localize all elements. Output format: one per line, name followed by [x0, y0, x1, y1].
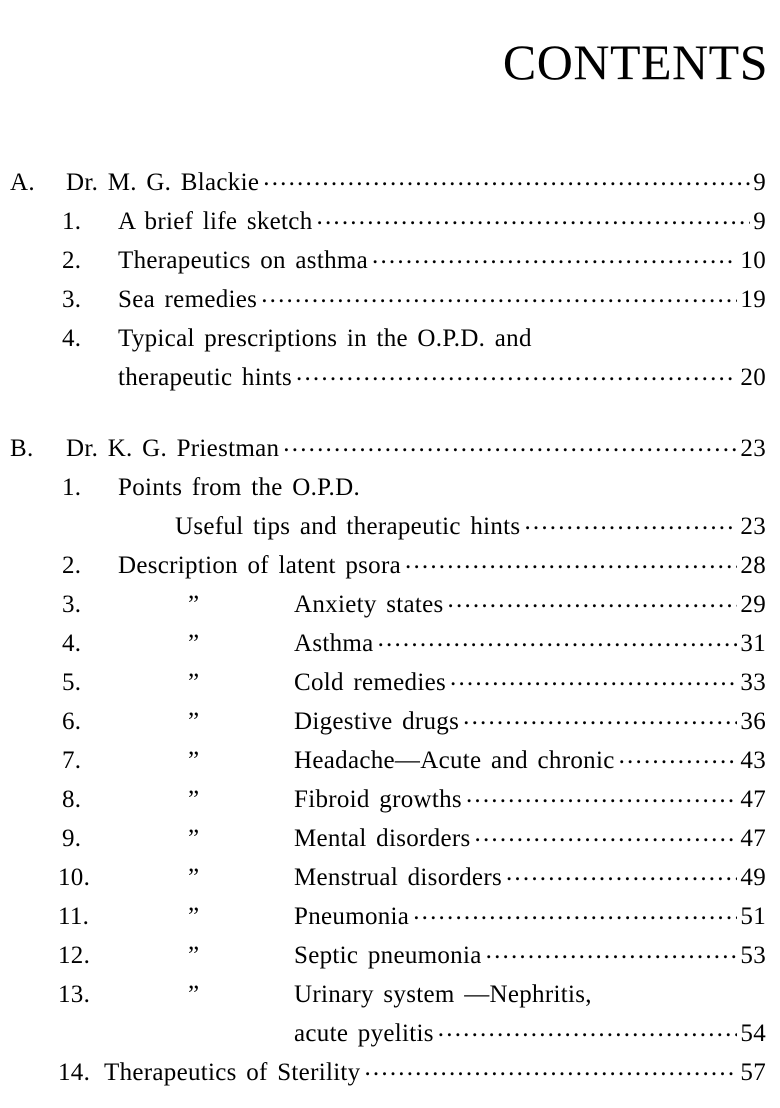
ditto-mark: ”	[188, 786, 200, 813]
toc-item[interactable]	[0, 624, 780, 663]
toc-section-heading-a[interactable]	[0, 163, 780, 202]
item-entry	[294, 936, 766, 975]
dot-leader	[364, 1055, 737, 1080]
toc-item[interactable]	[0, 819, 780, 858]
item-title: Asthma	[294, 630, 374, 657]
ditto-mark: ”	[188, 825, 200, 852]
dot-leader	[372, 243, 737, 268]
dot-leader	[296, 360, 737, 385]
ditto-mark: ”	[188, 903, 200, 930]
dot-leader	[450, 665, 737, 690]
item-number: 6.	[62, 708, 82, 735]
ditto-mark: ”	[188, 981, 200, 1008]
dot-leader	[405, 548, 737, 573]
item-entry	[294, 780, 766, 819]
item-continuation-text: therapeutic hints	[118, 364, 293, 391]
section-title-a: Dr. M. G. Blackie	[66, 169, 260, 196]
section-label-a: A.	[10, 169, 35, 196]
page-number: 31	[740, 630, 766, 657]
item-number: 4.	[62, 325, 82, 352]
dot-leader	[524, 509, 737, 534]
item-title: Urinary system —Nephritis,	[294, 981, 592, 1008]
item-number: 10.	[58, 864, 91, 891]
item-title: Sea remedies	[118, 286, 258, 313]
page-number: 23	[740, 513, 766, 540]
toc-section-heading-b[interactable]	[0, 429, 780, 468]
item-number: 7.	[62, 747, 82, 774]
item-entry	[294, 585, 766, 624]
dot-leader	[413, 899, 737, 924]
section-title-b: Dr. K. G. Priestman	[66, 435, 280, 462]
item-number: 14.	[58, 1059, 91, 1086]
dot-leader	[438, 1016, 738, 1041]
toc-list	[0, 163, 780, 1092]
item-entry	[294, 663, 766, 702]
item-title: Pneumonia	[294, 903, 410, 930]
page-number: 49	[740, 864, 766, 891]
dot-leader	[283, 431, 737, 456]
toc-item[interactable]	[0, 741, 780, 780]
item-title: Therapeutics on asthma	[118, 247, 369, 274]
toc-item[interactable]	[0, 241, 780, 280]
item-number: 1.	[62, 208, 82, 235]
dot-leader	[263, 165, 750, 190]
toc-item[interactable]	[0, 858, 780, 897]
ditto-mark: ”	[188, 669, 200, 696]
dot-leader	[448, 587, 738, 612]
page-number: 20	[740, 364, 766, 391]
item-title: Headache—Acute and chronic	[294, 747, 615, 774]
toc-item-subline[interactable]	[0, 507, 780, 546]
item-entry	[294, 975, 766, 1014]
item-continuation-text: acute pyelitis	[294, 1020, 434, 1047]
page-number: 47	[740, 786, 766, 813]
dot-leader	[466, 782, 737, 807]
item-number: 5.	[62, 669, 82, 696]
item-continuation-entry	[118, 358, 766, 397]
item-title: Menstrual disorders	[294, 864, 502, 891]
dot-leader	[486, 938, 738, 963]
page-number-a: 9	[753, 169, 766, 196]
page-number: 36	[740, 708, 766, 735]
toc-item[interactable]	[0, 202, 780, 241]
item-entry	[294, 858, 766, 897]
page-number: 19	[740, 286, 766, 313]
toc-item[interactable]	[0, 319, 780, 358]
ditto-mark: ”	[188, 747, 200, 774]
item-entry	[294, 897, 766, 936]
toc-item[interactable]	[0, 280, 780, 319]
dot-leader	[317, 204, 751, 229]
toc-item-continuation[interactable]	[0, 358, 780, 397]
item-continuation-entry	[294, 1014, 766, 1053]
item-entry	[294, 819, 766, 858]
item-subline-text: Useful tips and therapeutic hints	[175, 513, 521, 540]
dot-leader	[475, 821, 738, 846]
item-number: 3.	[62, 286, 82, 313]
section-label-b: B.	[10, 435, 34, 462]
page-number: 54	[740, 1020, 766, 1047]
item-entry	[118, 468, 766, 507]
item-number: 2.	[62, 247, 82, 274]
ditto-mark: ”	[188, 591, 200, 618]
section-entry-a	[66, 163, 766, 202]
toc-item-continuation[interactable]	[0, 1014, 780, 1053]
item-number: 3.	[62, 591, 82, 618]
ditto-mark: ”	[188, 630, 200, 657]
page-number: 9	[753, 208, 766, 235]
page-number: 47	[740, 825, 766, 852]
item-number: 4.	[62, 630, 82, 657]
toc-item[interactable]	[0, 468, 780, 507]
item-entry	[104, 1053, 766, 1092]
toc-item[interactable]	[0, 975, 780, 1014]
toc-item[interactable]	[0, 585, 780, 624]
item-number: 12.	[58, 942, 91, 969]
ditto-mark: ”	[188, 864, 200, 891]
page-number: 43	[740, 747, 766, 774]
item-number: 13.	[58, 981, 91, 1008]
dot-leader	[463, 704, 737, 729]
page-number: 29	[740, 591, 766, 618]
item-title: Anxiety states	[294, 591, 444, 618]
toc-item[interactable]	[0, 663, 780, 702]
item-title: Mental disorders	[294, 825, 471, 852]
item-title: Therapeutics of Sterility	[104, 1059, 361, 1086]
section-entry-b	[66, 429, 766, 468]
item-title: Septic pneumonia	[294, 942, 482, 969]
ditto-mark: ”	[188, 942, 200, 969]
page-number: 51	[740, 903, 766, 930]
dot-leader	[506, 860, 737, 885]
item-entry	[118, 280, 766, 319]
page-number: 28	[740, 552, 766, 579]
dot-leader	[378, 626, 738, 651]
toc-item[interactable]	[0, 780, 780, 819]
item-entry	[118, 319, 766, 358]
page-number: 53	[740, 942, 766, 969]
item-entry	[294, 702, 766, 741]
page-number: 10	[740, 247, 766, 274]
toc-item[interactable]	[0, 1053, 780, 1092]
item-entry	[118, 546, 766, 585]
item-title: Typical prescriptions in the O.P.D. and	[118, 325, 532, 352]
page-title: CONTENTS	[502, 34, 768, 90]
item-entry	[294, 624, 766, 663]
item-entry	[294, 741, 766, 780]
item-subline-entry	[175, 507, 766, 546]
toc-item[interactable]	[0, 936, 780, 975]
item-entry	[118, 202, 766, 241]
item-title: Cold remedies	[294, 669, 447, 696]
item-title: Fibroid growths	[294, 786, 462, 813]
page-number: 57	[740, 1059, 766, 1086]
item-title: A brief life sketch	[118, 208, 313, 235]
page-number: 33	[740, 669, 766, 696]
item-number: 1.	[62, 474, 82, 501]
item-number: 9.	[62, 825, 82, 852]
item-title: Description of latent psora	[118, 552, 401, 579]
item-entry	[118, 241, 766, 280]
toc-item[interactable]	[0, 897, 780, 936]
item-title: Points from the O.P.D.	[118, 474, 361, 501]
dot-leader	[261, 282, 737, 307]
toc-item[interactable]	[0, 546, 780, 585]
page-number-b: 23	[740, 435, 766, 462]
ditto-mark: ”	[188, 708, 200, 735]
item-number: 8.	[62, 786, 82, 813]
item-number: 2.	[62, 552, 82, 579]
dot-leader	[619, 743, 738, 768]
toc-item[interactable]	[0, 702, 780, 741]
item-title: Digestive drugs	[294, 708, 460, 735]
item-number: 11.	[58, 903, 90, 930]
